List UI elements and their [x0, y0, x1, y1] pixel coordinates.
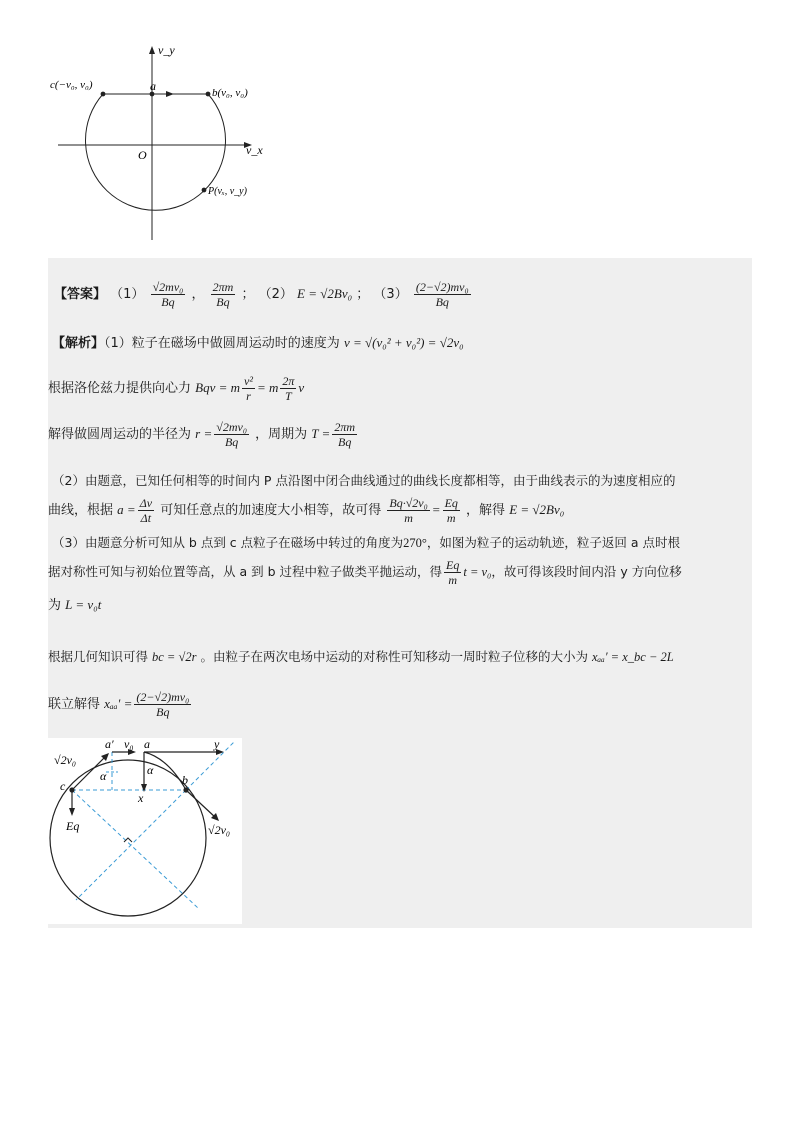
text: （3）由题意分析可知从 b 点到 c 点粒子在磁场中转过的角度为 — [52, 535, 404, 550]
answer-field-strength: E = √2Bv₀ — [297, 286, 353, 301]
frac-den: m — [446, 511, 456, 525]
label-c: c(−v₀, v₀) — [50, 79, 93, 91]
label-alpha-right: α — [147, 763, 154, 777]
text: ，周期为 — [255, 427, 308, 442]
fraction — [280, 374, 296, 403]
frac-den: r — [246, 389, 251, 403]
answer-part2-label: （2） — [258, 287, 293, 302]
angle-value: 270° — [403, 536, 427, 550]
frac-num: (2−√2)mv₀ — [415, 280, 469, 294]
tangent-dashed — [186, 742, 234, 790]
fraction — [387, 496, 429, 525]
frac-den: Bq — [338, 435, 352, 449]
label-sqrt2v0-right: √2v₀ — [208, 823, 231, 837]
answer-radius-fraction — [151, 280, 186, 309]
label-c: c — [60, 779, 66, 793]
force-arrowhead — [69, 808, 75, 816]
analysis-line-6 — [52, 534, 680, 552]
answer-row — [54, 274, 473, 314]
fraction — [444, 558, 461, 587]
label-aprime: a′ — [105, 738, 114, 751]
equation: r = — [195, 426, 213, 441]
answer-tag: 【答案】 — [54, 287, 107, 302]
text: ，解得 — [466, 503, 506, 518]
analysis-line-5 — [48, 494, 564, 527]
label-eq: Eq — [66, 819, 80, 833]
frac-num: (2−√2)mv₀ — [136, 690, 190, 704]
diagonal-1 — [72, 790, 198, 908]
analysis-line-7 — [48, 556, 682, 588]
label-a: a — [150, 79, 156, 93]
separator: ； — [241, 287, 255, 302]
analysis-tag: 【解析】 — [52, 336, 105, 351]
frac-den: Bq — [224, 435, 239, 449]
fraction — [138, 496, 154, 525]
frac-den: Bq — [156, 705, 170, 719]
frac-num: 2πm — [212, 280, 234, 294]
text: 可知任意点的加速度大小相等，故可得 — [160, 503, 382, 518]
frac-num: Eq — [446, 558, 460, 572]
frac-num: 2π — [282, 374, 295, 388]
analysis-line-3 — [48, 418, 359, 451]
text: 。由粒子在两次电场中运动的对称性可知移动一周时粒子位移的大小为 — [200, 649, 588, 664]
answer-displacement-fraction — [414, 280, 471, 309]
trajectory-arc — [86, 94, 226, 210]
diagonal-2 — [76, 790, 186, 900]
chord-arrowhead — [166, 91, 174, 97]
analysis-line-1 — [52, 334, 464, 353]
equation: a = — [117, 502, 136, 517]
analysis-line-9 — [48, 648, 674, 666]
frac-den: Bq — [216, 295, 230, 309]
text: 联立解得 — [48, 697, 101, 712]
frac-num: Eq — [444, 496, 458, 510]
equation: xₐₐ′ = x_bc − 2L — [591, 650, 674, 664]
fraction — [134, 690, 191, 719]
point-c — [69, 787, 74, 792]
frac-num: Δv — [139, 496, 153, 510]
analysis-line-2 — [48, 372, 304, 405]
text: 据对称性可知与初始位置等高，从 a 到 b 过程中粒子做类平抛运动，得 — [48, 564, 442, 579]
equation: = — [431, 502, 441, 517]
frac-num: v² — [244, 374, 253, 388]
fraction — [214, 420, 249, 449]
frac-num: Bq·√2v₀ — [389, 496, 428, 510]
analysis-line-8 — [48, 596, 101, 615]
point-b — [206, 92, 211, 97]
equation: T = — [311, 426, 331, 441]
equation: Bqv = m — [195, 380, 241, 395]
analysis-line-4: （2）由题意，已知任何相等的时间内 P 点沿图中闭合曲线通过的曲线长度都相等，由于曲线表示的为速度相应的 — [52, 473, 676, 488]
label-y: y — [214, 738, 220, 751]
text: ，故可得该段时间内沿 y 方向位移 — [491, 564, 682, 579]
label-sqrt2v0-left: √2v₀ — [54, 753, 77, 767]
equation: bc = √2r — [152, 650, 197, 664]
label-p: P(vₓ, v_y) — [208, 186, 247, 197]
velocity-right-vector — [186, 790, 216, 818]
answer-part1-label: （1） — [110, 287, 145, 302]
equation: v — [298, 380, 305, 395]
point-c — [101, 92, 106, 97]
frac-num: √2mv₀ — [216, 420, 247, 434]
equation: xₐₐ′ = — [104, 696, 133, 711]
label-x: x — [138, 791, 144, 805]
text: 为 — [48, 598, 62, 613]
vy-arrowhead — [149, 46, 155, 54]
equation: = m — [256, 380, 279, 395]
frac-den: Bq — [161, 295, 175, 309]
label-b: b(v₀, v₀) — [212, 87, 248, 99]
fraction — [242, 374, 255, 403]
equation: t = v₀ — [463, 565, 492, 579]
label-vx: v_x — [246, 143, 263, 157]
fraction — [332, 420, 357, 449]
frac-num: 2πm — [334, 420, 356, 434]
frac-den: T — [285, 389, 292, 403]
label-origin: O — [138, 148, 147, 162]
frac-den: Δt — [140, 511, 152, 525]
frac-num: √2mv₀ — [152, 280, 184, 294]
text: 解得做圆周运动的半径为 — [48, 427, 192, 442]
label-vy: v_y — [158, 43, 175, 57]
label-alpha-left: α — [100, 769, 107, 783]
text: 根据洛伦兹力提供向心力 — [48, 381, 192, 396]
text: ，如图为粒子的运动轨迹，粒子返回 a 点时根 — [426, 535, 681, 550]
point-b — [183, 787, 188, 792]
frac-den: Bq — [435, 295, 449, 309]
label-v0: v₀ — [124, 738, 134, 751]
trajectory-diagram — [48, 738, 242, 924]
answer-part3-label: （3） — [373, 287, 408, 302]
text: 曲线，根据 — [48, 503, 114, 518]
frac-den: m — [448, 573, 457, 587]
velocity-diagram — [50, 40, 270, 245]
separator: ， — [191, 287, 205, 302]
fraction — [443, 496, 460, 525]
equation: E = √2Bv₀ — [509, 502, 565, 517]
answer-period-fraction — [211, 280, 236, 309]
equation: L = v₀t — [65, 597, 102, 612]
text: 根据几何知识可得 — [48, 649, 149, 664]
answer-panel — [48, 258, 752, 928]
label-b: b — [182, 773, 188, 787]
separator: ； — [356, 287, 370, 302]
label-a: a — [144, 738, 150, 751]
equation: v = √(v₀² + v₀²) = √2v₀ — [343, 335, 464, 350]
analysis-line-10 — [48, 686, 193, 723]
point-p — [202, 188, 207, 193]
frac-den: m — [404, 511, 413, 525]
text: （1）粒子在磁场中做圆周运动时的速度为 — [104, 336, 340, 351]
